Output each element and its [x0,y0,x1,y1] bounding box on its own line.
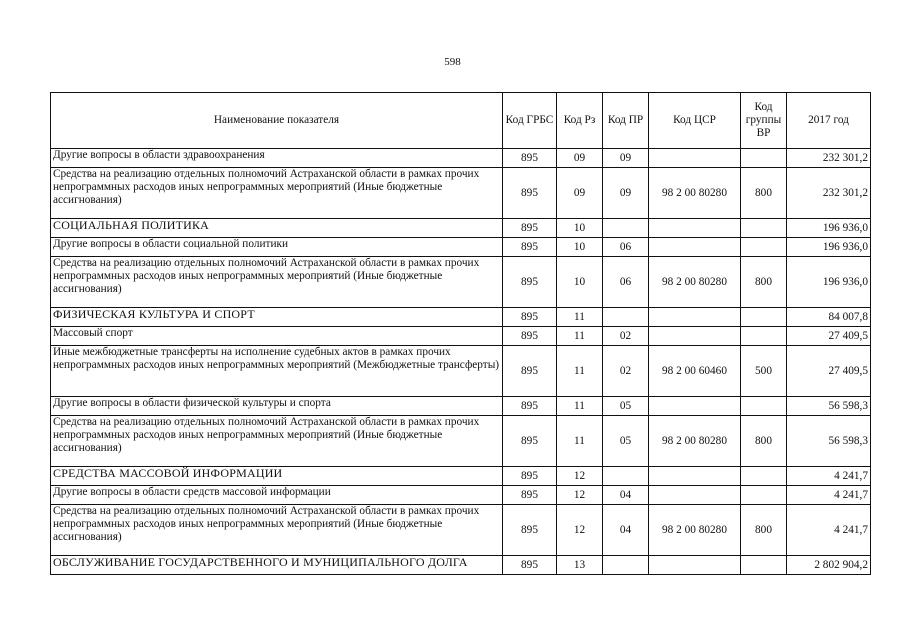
table-row [51,416,871,467]
cell-amount: 2 802 904,2 [787,556,871,575]
header-2017: 2017 год [787,93,871,149]
table-row [51,397,871,416]
cell-name: ОБСЛУЖИВАНИЕ ГОСУДАРСТВЕННОГО И МУНИЦИПАЛЬНОГО ДОЛГА [51,556,503,575]
cell-pr: 09 [603,168,649,219]
cell-vr [741,397,787,416]
cell-pr: 04 [603,505,649,556]
cell-name: Другие вопросы в области физической культуры и спорта [51,397,503,416]
cell-csr [649,397,741,416]
cell-grbs: 895 [503,257,557,308]
cell-vr: 800 [741,416,787,467]
cell-pr: 05 [603,397,649,416]
cell-csr [649,149,741,168]
header-csr: Код ЦСР [649,93,741,149]
cell-rz: 10 [557,219,603,238]
cell-grbs: 895 [503,346,557,397]
cell-vr: 800 [741,168,787,219]
cell-name: Средства на реализацию отдельных полномочий Астраханской области в рамках прочих непрограммных расходов иных непрограммных мероприятий (Иные бюджетные ассигнования) [51,168,503,219]
cell-pr: 09 [603,149,649,168]
cell-csr [649,556,741,575]
header-grbs: Код ГРБС [503,93,557,149]
cell-grbs: 895 [503,416,557,467]
cell-csr [649,467,741,486]
cell-grbs: 895 [503,149,557,168]
cell-grbs: 895 [503,308,557,327]
table-row [51,308,871,327]
cell-amount: 232 301,2 [787,168,871,219]
cell-vr [741,467,787,486]
cell-grbs: 895 [503,327,557,346]
cell-pr [603,467,649,486]
cell-grbs: 895 [503,556,557,575]
cell-csr [649,238,741,257]
cell-pr: 02 [603,327,649,346]
cell-grbs: 895 [503,238,557,257]
header-pr: Код ПР [603,93,649,149]
cell-vr [741,327,787,346]
cell-vr [741,556,787,575]
cell-grbs: 895 [503,486,557,505]
cell-csr [649,308,741,327]
cell-name: Массовый спорт [51,327,503,346]
cell-amount: 4 241,7 [787,505,871,556]
table-row [51,505,871,556]
table-header-row [51,93,871,149]
cell-rz: 11 [557,346,603,397]
table-row [51,467,871,486]
cell-vr [741,486,787,505]
cell-rz: 12 [557,486,603,505]
cell-csr [649,486,741,505]
table-row [51,327,871,346]
cell-name: Другие вопросы в области здравоохранения [51,149,503,168]
cell-amount: 196 936,0 [787,257,871,308]
cell-csr: 98 2 00 80280 [649,257,741,308]
budget-table [50,92,871,575]
cell-csr: 98 2 00 80280 [649,505,741,556]
cell-rz: 09 [557,149,603,168]
cell-vr [741,238,787,257]
cell-amount: 4 241,7 [787,467,871,486]
cell-amount: 84 007,8 [787,308,871,327]
table-row [51,486,871,505]
cell-rz: 12 [557,467,603,486]
cell-name: Иные межбюджетные трансферты на исполнение судебных актов в рамках прочих непрограммных расходов иных непрограммных мероприятий (Межбюджетные трансферты) [51,346,503,397]
cell-vr: 800 [741,505,787,556]
cell-pr [603,308,649,327]
cell-csr [649,327,741,346]
cell-pr: 04 [603,486,649,505]
table-row [51,257,871,308]
cell-amount: 196 936,0 [787,238,871,257]
table-row [51,149,871,168]
cell-name: СРЕДСТВА МАССОВОЙ ИНФОРМАЦИИ [51,467,503,486]
cell-name: СОЦИАЛЬНАЯ ПОЛИТИКА [51,219,503,238]
cell-vr [741,308,787,327]
cell-pr: 06 [603,257,649,308]
cell-csr: 98 2 00 60460 [649,346,741,397]
cell-csr [649,219,741,238]
cell-amount: 56 598,3 [787,416,871,467]
cell-amount: 4 241,7 [787,486,871,505]
table-row [51,168,871,219]
table-row [51,556,871,575]
cell-vr [741,149,787,168]
cell-pr [603,219,649,238]
cell-pr: 02 [603,346,649,397]
cell-name: Другие вопросы в области социальной политики [51,238,503,257]
cell-csr: 98 2 00 80280 [649,416,741,467]
cell-rz: 11 [557,397,603,416]
cell-grbs: 895 [503,467,557,486]
cell-rz: 11 [557,327,603,346]
header-name: Наименование показателя [51,93,503,149]
cell-vr: 800 [741,257,787,308]
table-row [51,219,871,238]
cell-rz: 11 [557,416,603,467]
cell-rz: 10 [557,238,603,257]
cell-pr: 05 [603,416,649,467]
cell-name: Средства на реализацию отдельных полномочий Астраханской области в рамках прочих непрограммных расходов иных непрограммных мероприятий (Иные бюджетные ассигнования) [51,416,503,467]
cell-amount: 27 409,5 [787,327,871,346]
cell-grbs: 895 [503,505,557,556]
table-row [51,346,871,397]
cell-grbs: 895 [503,397,557,416]
cell-amount: 27 409,5 [787,346,871,397]
cell-pr [603,556,649,575]
cell-amount: 196 936,0 [787,219,871,238]
cell-name: Другие вопросы в области средств массовой информации [51,486,503,505]
cell-pr: 06 [603,238,649,257]
cell-amount: 232 301,2 [787,149,871,168]
cell-name: Средства на реализацию отдельных полномочий Астраханской области в рамках прочих непрограммных расходов иных непрограммных мероприятий (Иные бюджетные ассигнования) [51,505,503,556]
cell-vr: 500 [741,346,787,397]
table-row [51,238,871,257]
cell-rz: 12 [557,505,603,556]
cell-name: ФИЗИЧЕСКАЯ КУЛЬТУРА И СПОРТ [51,308,503,327]
cell-rz: 11 [557,308,603,327]
cell-grbs: 895 [503,168,557,219]
cell-csr: 98 2 00 80280 [649,168,741,219]
page-number: 598 [444,56,461,68]
header-vr: Код группы ВР [741,93,787,149]
cell-vr [741,219,787,238]
header-rz: Код Рз [557,93,603,149]
cell-grbs: 895 [503,219,557,238]
cell-rz: 13 [557,556,603,575]
cell-amount: 56 598,3 [787,397,871,416]
cell-rz: 09 [557,168,603,219]
cell-name: Средства на реализацию отдельных полномочий Астраханской области в рамках прочих непрограммных расходов иных непрограммных мероприятий (Иные бюджетные ассигнования) [51,257,503,308]
cell-rz: 10 [557,257,603,308]
